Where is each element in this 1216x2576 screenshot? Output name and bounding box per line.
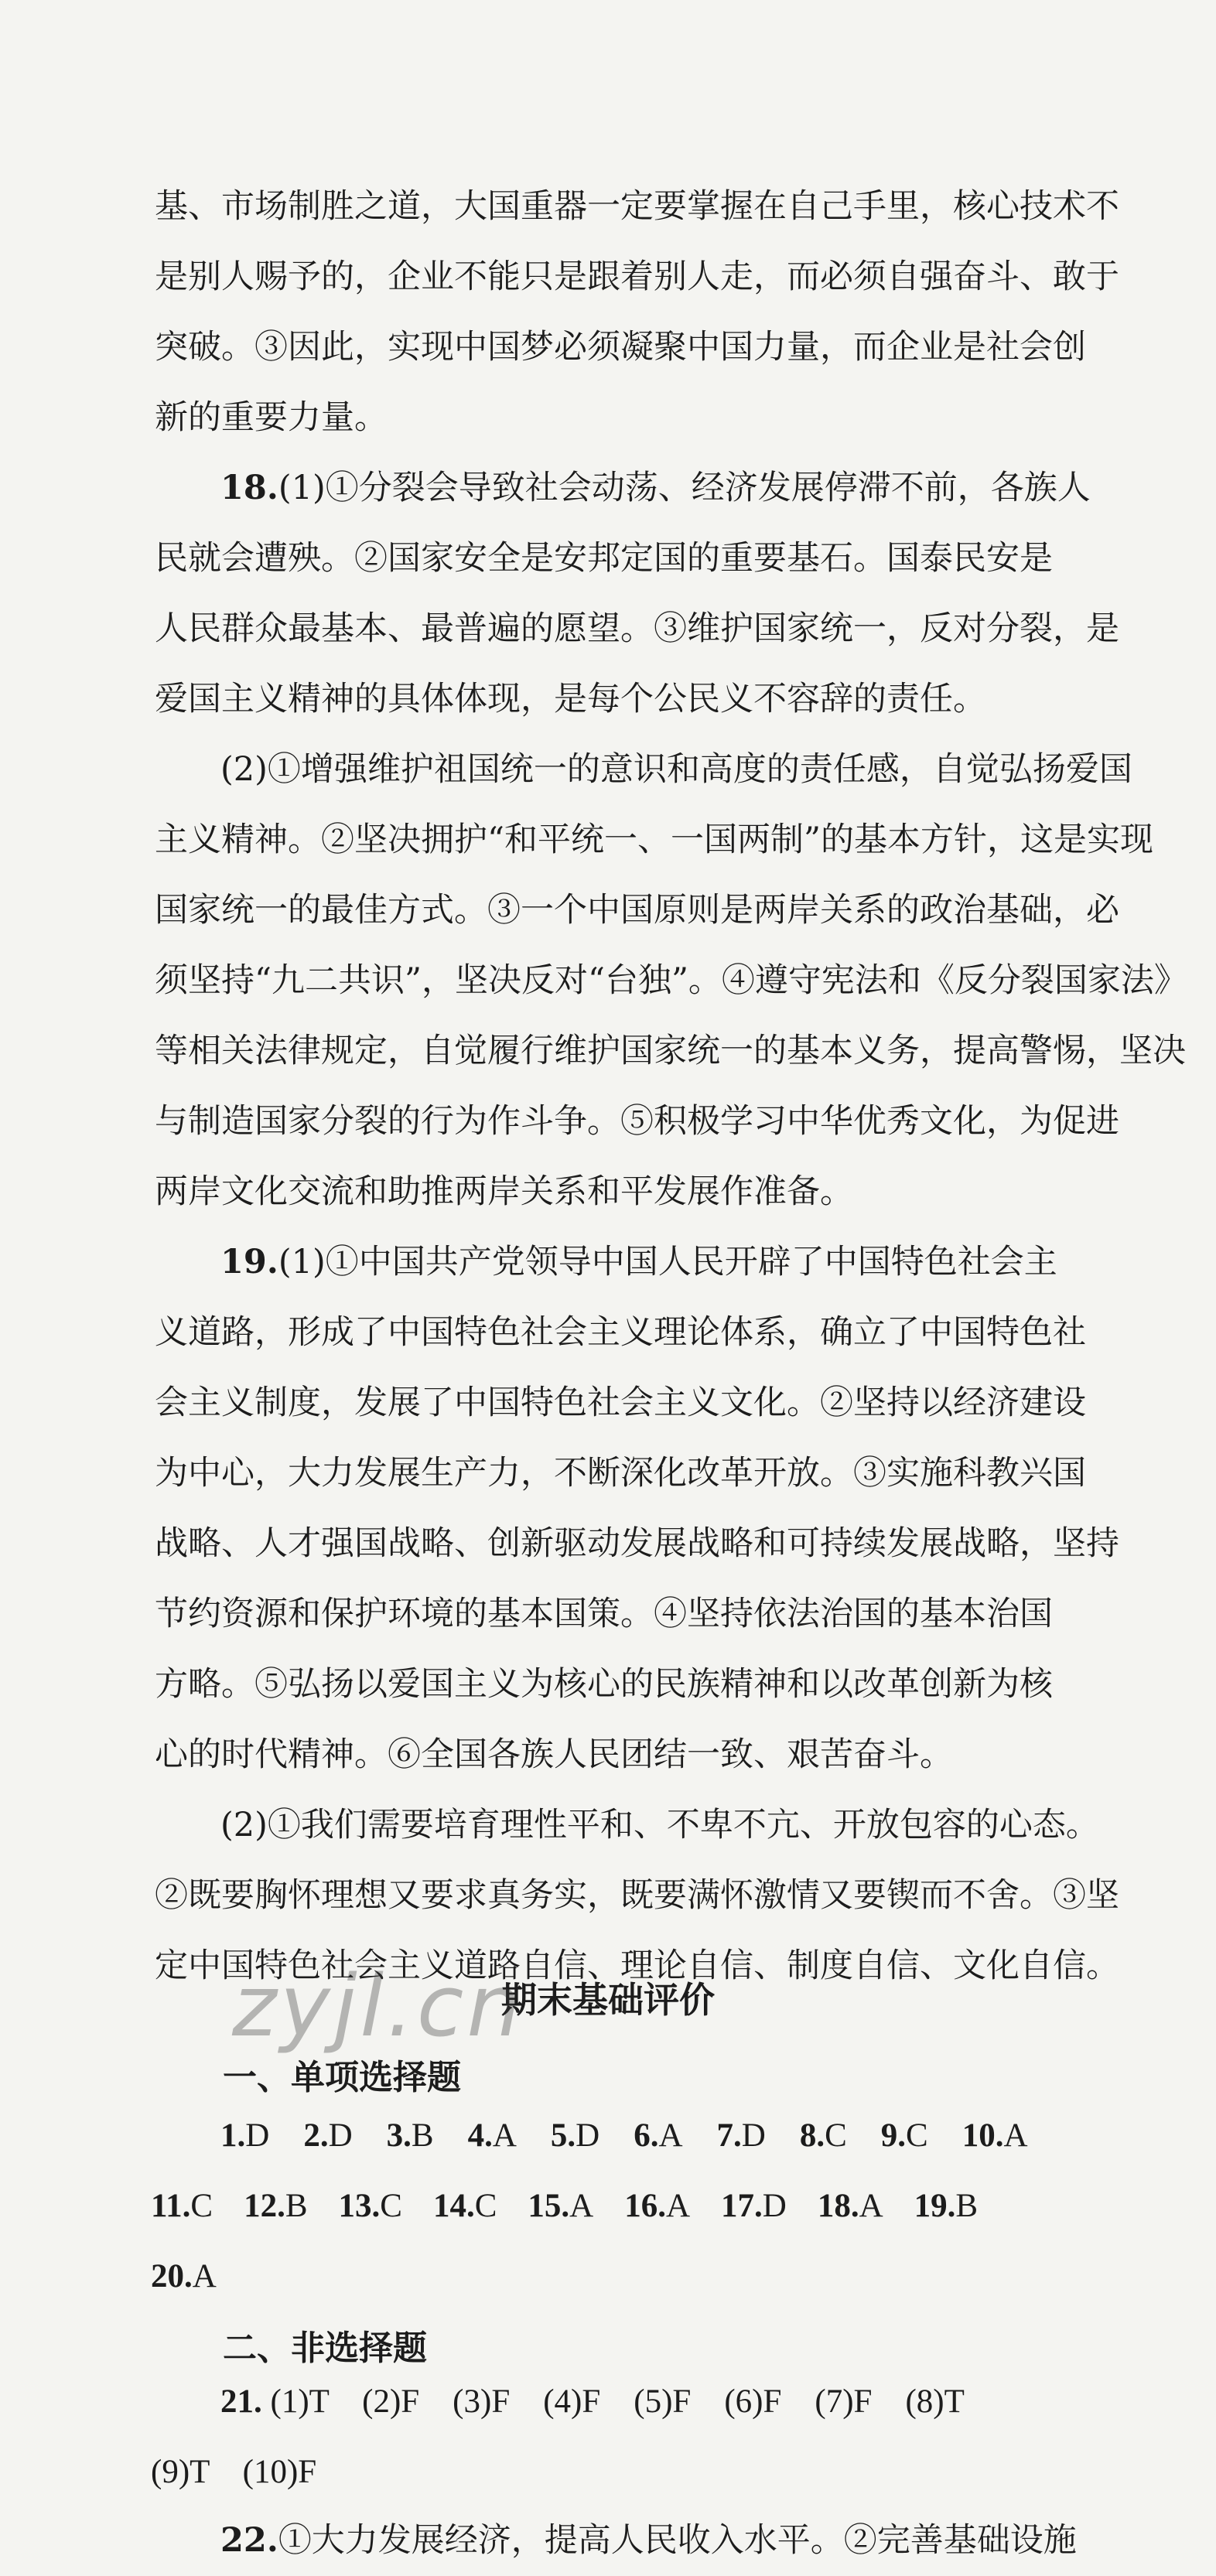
- mc-answer-number: 7.: [716, 2117, 742, 2154]
- mc-answer: [387, 2100, 434, 2171]
- text-line: ②既要胸怀理想又要求真务实，既要满怀激情又要锲而不舍。③坚: [155, 1876, 1119, 1915]
- part1-title: 一、单项选择题: [223, 2058, 461, 2097]
- text-line: 主义精神。②坚决拥护“和平统一、一国两制”的基本方针，这是实现: [155, 821, 1153, 859]
- mc-answer: [717, 2100, 766, 2171]
- mc-answer: [962, 2100, 1028, 2171]
- question-number: 21.: [220, 2383, 262, 2420]
- mc-answer-letter: D: [328, 2117, 353, 2154]
- text-line: 须坚持“九二共识”，坚决反对“台独”。④遵守宪法和《反分裂国家法》: [155, 961, 1187, 1000]
- mc-answer-number: 18.: [817, 2188, 859, 2224]
- mc-answer: [244, 2171, 307, 2241]
- text-line: 基、市场制胜之道，大国重器一定要掌握在自己手里，核心技术不: [155, 187, 1119, 226]
- text-line: ①大力发展经济，提高人民收入水平。②完善基础设施: [278, 2521, 1077, 2560]
- mc-row: [0, 2241, 1216, 2312]
- mc-answer: [914, 2171, 978, 2241]
- mc-answer-number: 6.: [634, 2117, 659, 2154]
- mc-answer-number: 4.: [467, 2117, 493, 2154]
- question-21: [0, 2366, 1216, 2507]
- text-line: 方略。⑤弘扬以爱国主义为核心的民族精神和以改革创新为核: [155, 1665, 1053, 1704]
- mc-answer: [624, 2171, 690, 2241]
- mc-answer-letter: A: [859, 2188, 883, 2224]
- mc-answer: [433, 2171, 497, 2241]
- mc-answer: [721, 2171, 787, 2241]
- mc-answer: [468, 2100, 517, 2171]
- mc-row: [0, 2171, 1216, 2241]
- mc-answer-letter: A: [1003, 2117, 1028, 2154]
- text-line: 与制造国家分裂的行为作斗争。⑤积极学习中华优秀文化，为促进: [155, 1102, 1119, 1141]
- text-line: 会主义制度，发展了中国特色社会主义文化。②坚持以经济建设: [155, 1384, 1086, 1422]
- text-line: (1)①中国共产党领导中国人民开辟了中国特色社会主: [278, 1243, 1057, 1281]
- part2-title: 二、非选择题: [223, 2329, 427, 2368]
- text-line: 爱国主义精神的具体体现，是每个公民义不容辞的责任。: [155, 680, 986, 718]
- mc-answer-number: 20.: [151, 2258, 193, 2295]
- mc-answer-letter: A: [192, 2258, 217, 2295]
- question-22: [0, 2506, 1216, 2576]
- text-line: (1)T (2)F (3)F (4)F (5)F (6)F (7)F (8)T: [270, 2383, 965, 2420]
- mc-answer-letter: C: [906, 2117, 928, 2154]
- text-line: 定中国特色社会主义道路自信、理论自信、制度自信、文化自信。: [155, 1947, 1119, 1985]
- mc-answer: [339, 2171, 402, 2241]
- mc-answer-letter: B: [411, 2117, 434, 2154]
- mc-answer-number: 10.: [962, 2117, 1004, 2154]
- mc-answer-letter: D: [576, 2117, 600, 2154]
- text-line: 战略、人才强国战略、创新驱动发展战略和可持续发展战略，坚持: [155, 1524, 1119, 1563]
- mc-answer-letter: A: [665, 2188, 691, 2224]
- mc-answer-number: 15.: [528, 2188, 570, 2224]
- mc-answer-number: 3.: [386, 2117, 412, 2154]
- paragraph-continuation: [0, 172, 1216, 453]
- text-line: 突破。③因此，实现中国梦必须凝聚中国力量，而企业是社会创: [155, 328, 1086, 367]
- text-line: 等相关法律规定，自觉履行维护国家统一的基本义务，提高警惕，坚决: [155, 1032, 1186, 1070]
- mc-answer-letter: D: [245, 2117, 270, 2154]
- mc-answer-number: 9.: [880, 2117, 906, 2154]
- mc-answer: [151, 2241, 217, 2312]
- mc-answer-number: 12.: [244, 2188, 285, 2224]
- mc-answer-letter: D: [762, 2188, 787, 2224]
- watermark: zyjl.cn: [232, 1957, 524, 2056]
- text-line: 是别人赐予的，企业不能只是跟着别人走，而必须自强奋斗、敢于: [155, 258, 1119, 296]
- text-line: (2)①增强维护祖国统一的意识和高度的责任感，自觉弘扬爱国: [220, 750, 1132, 789]
- mc-answer-number: 19.: [914, 2188, 956, 2224]
- mc-answer: [800, 2100, 847, 2171]
- mc-answer: [303, 2100, 352, 2171]
- mc-answer-letter: C: [474, 2188, 497, 2224]
- mc-answer-number: 16.: [624, 2188, 666, 2224]
- mc-answer-letter: C: [190, 2188, 213, 2224]
- mc-answer-letter: C: [825, 2117, 847, 2154]
- question-18: [0, 453, 1216, 1227]
- mc-answer-letter: A: [492, 2117, 517, 2154]
- text-line: 两岸文化交流和助推两岸关系和平发展作准备。: [155, 1172, 853, 1211]
- text-line: 国家统一的最佳方式。③一个中国原则是两岸关系的政治基础，必: [155, 891, 1119, 930]
- mc-answer-number: 14.: [432, 2188, 475, 2224]
- text-line: 为中心，大力发展生产力，不断深化改革开放。③实施科教兴国: [155, 1454, 1086, 1493]
- question-19: [0, 1227, 1216, 2001]
- mc-answer: [634, 2100, 682, 2171]
- text-line: 心的时代精神。⑥全国各族人民团结一致、艰苦奋斗。: [155, 1735, 953, 1774]
- text-line: 新的重要力量。: [155, 398, 388, 437]
- mc-answer: [818, 2171, 883, 2241]
- text-line: 人民群众最基本、最普遍的愿望。③维护国家统一，反对分裂，是: [155, 609, 1119, 648]
- question-number: 19.: [220, 1243, 278, 1281]
- mc-answer: [528, 2171, 593, 2241]
- mc-answer: [551, 2100, 599, 2171]
- text-line: (2)①我们需要培育理性平和、不卑不亢、开放包容的心态。: [220, 1806, 1099, 1844]
- mc-answers: [0, 2100, 1216, 2312]
- mc-answer-number: 13.: [338, 2188, 381, 2224]
- text-line: 节约资源和保护环境的基本国策。④坚持依法治国的基本治国: [155, 1595, 1053, 1633]
- mc-answer-number: 1.: [220, 2117, 246, 2154]
- mc-answer-number: 17.: [721, 2188, 763, 2224]
- mc-answer: [881, 2100, 928, 2171]
- text-line: 民就会遭殃。②国家安全是安邦定国的重要基石。国泰民安是: [155, 539, 1053, 578]
- mc-answer-letter: D: [741, 2117, 766, 2154]
- mc-answer-letter: A: [658, 2117, 683, 2154]
- mc-answer-number: 8.: [799, 2117, 825, 2154]
- mc-answer: [220, 2100, 269, 2171]
- section-title: 期末基础评价: [501, 1979, 715, 2021]
- mc-answer-letter: C: [380, 2188, 402, 2224]
- mc-answer-number: 5.: [550, 2117, 576, 2154]
- mc-answer-letter: B: [285, 2188, 308, 2224]
- mc-answer-number: 11.: [151, 2188, 191, 2224]
- text-line: 义道路，形成了中国特色社会主义理论体系，确立了中国特色社: [155, 1313, 1086, 1352]
- text-line: (9)T (10)F: [151, 2454, 317, 2490]
- text-line: (1)①分裂会导致社会动荡、经济发展停滞不前，各族人: [278, 469, 1091, 507]
- question-number: 22.: [220, 2521, 278, 2560]
- question-number: 18.: [220, 469, 278, 507]
- mc-answer-letter: A: [569, 2188, 594, 2224]
- mc-answer-letter: B: [955, 2188, 979, 2224]
- mc-answer-number: 2.: [303, 2117, 329, 2154]
- mc-answer: [151, 2171, 213, 2241]
- mc-row: [0, 2100, 1216, 2171]
